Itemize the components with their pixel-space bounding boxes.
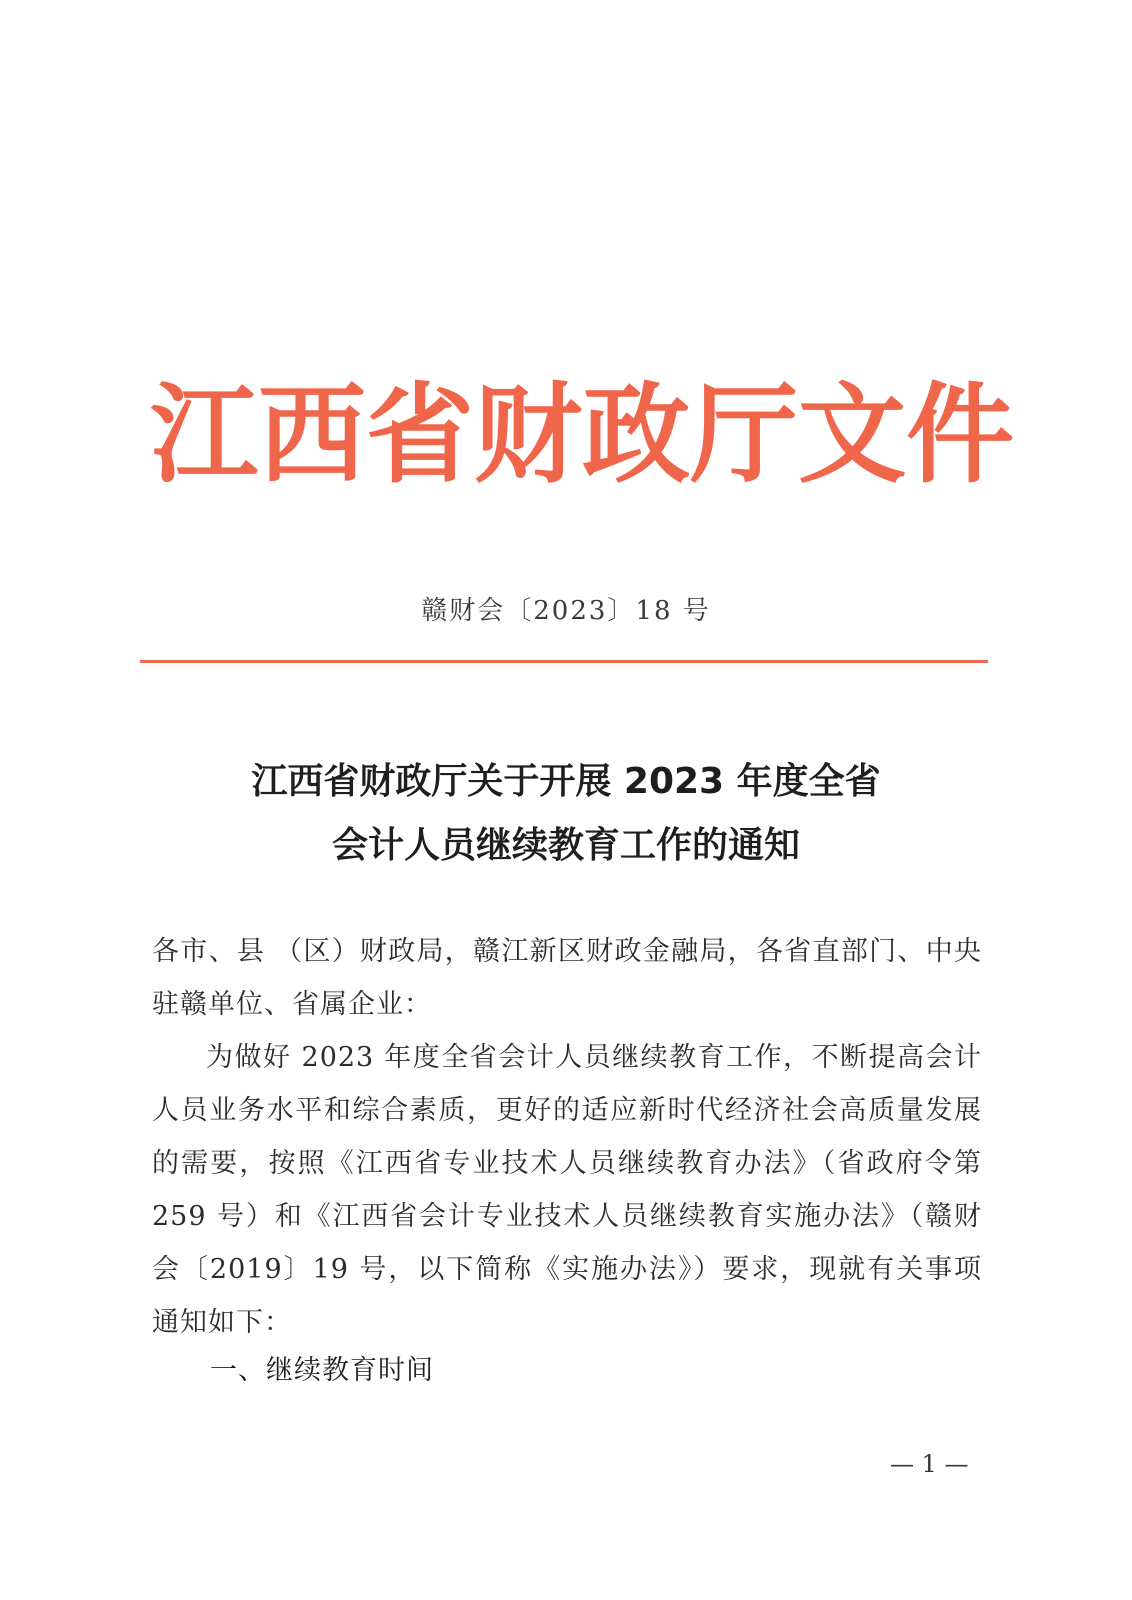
masthead-char: 西 bbox=[258, 372, 367, 498]
title-line: 江西省财政厅关于开展 2023 年度全省 bbox=[251, 761, 881, 802]
section-heading: 一、继续教育时间 bbox=[210, 1355, 434, 1386]
masthead-char: 省 bbox=[366, 372, 475, 498]
masthead-char: 厅 bbox=[690, 372, 799, 498]
title-line: 会计人员继续教育工作的通知 bbox=[331, 825, 800, 866]
masthead-char: 财 bbox=[474, 372, 583, 498]
masthead bbox=[150, 360, 1015, 510]
masthead-char: 件 bbox=[906, 372, 1015, 498]
document-number: 赣财会〔2023〕18 号 bbox=[421, 596, 711, 626]
page-number: — 1 — bbox=[890, 1450, 969, 1478]
document-body bbox=[152, 925, 982, 1349]
document-title bbox=[0, 750, 1132, 878]
salutation: 各市、县 （区）财政局，赣江新区财政金融局，各省直部门、中央驻赣单位、省属企业： bbox=[152, 936, 982, 1020]
masthead-char: 江 bbox=[150, 372, 259, 498]
red-divider bbox=[140, 660, 988, 663]
masthead-char: 文 bbox=[798, 372, 907, 498]
body-paragraph: 为做好 2023 年度全省会计人员继续教育工作，不断提高会计人员业务水平和综合素质，更好的适应新时代经济社会高质量发展的需要，按照《江西省专业技术人员继续教育办法》（省政府令第 259 号）和《江西省会计专业技术人员继续教育实施办法》（赣财会〔2019〕19 号，以下简称《实施办法》）要求，现就有关事项通知如下： bbox=[152, 1042, 982, 1338]
masthead-char: 政 bbox=[582, 372, 691, 498]
